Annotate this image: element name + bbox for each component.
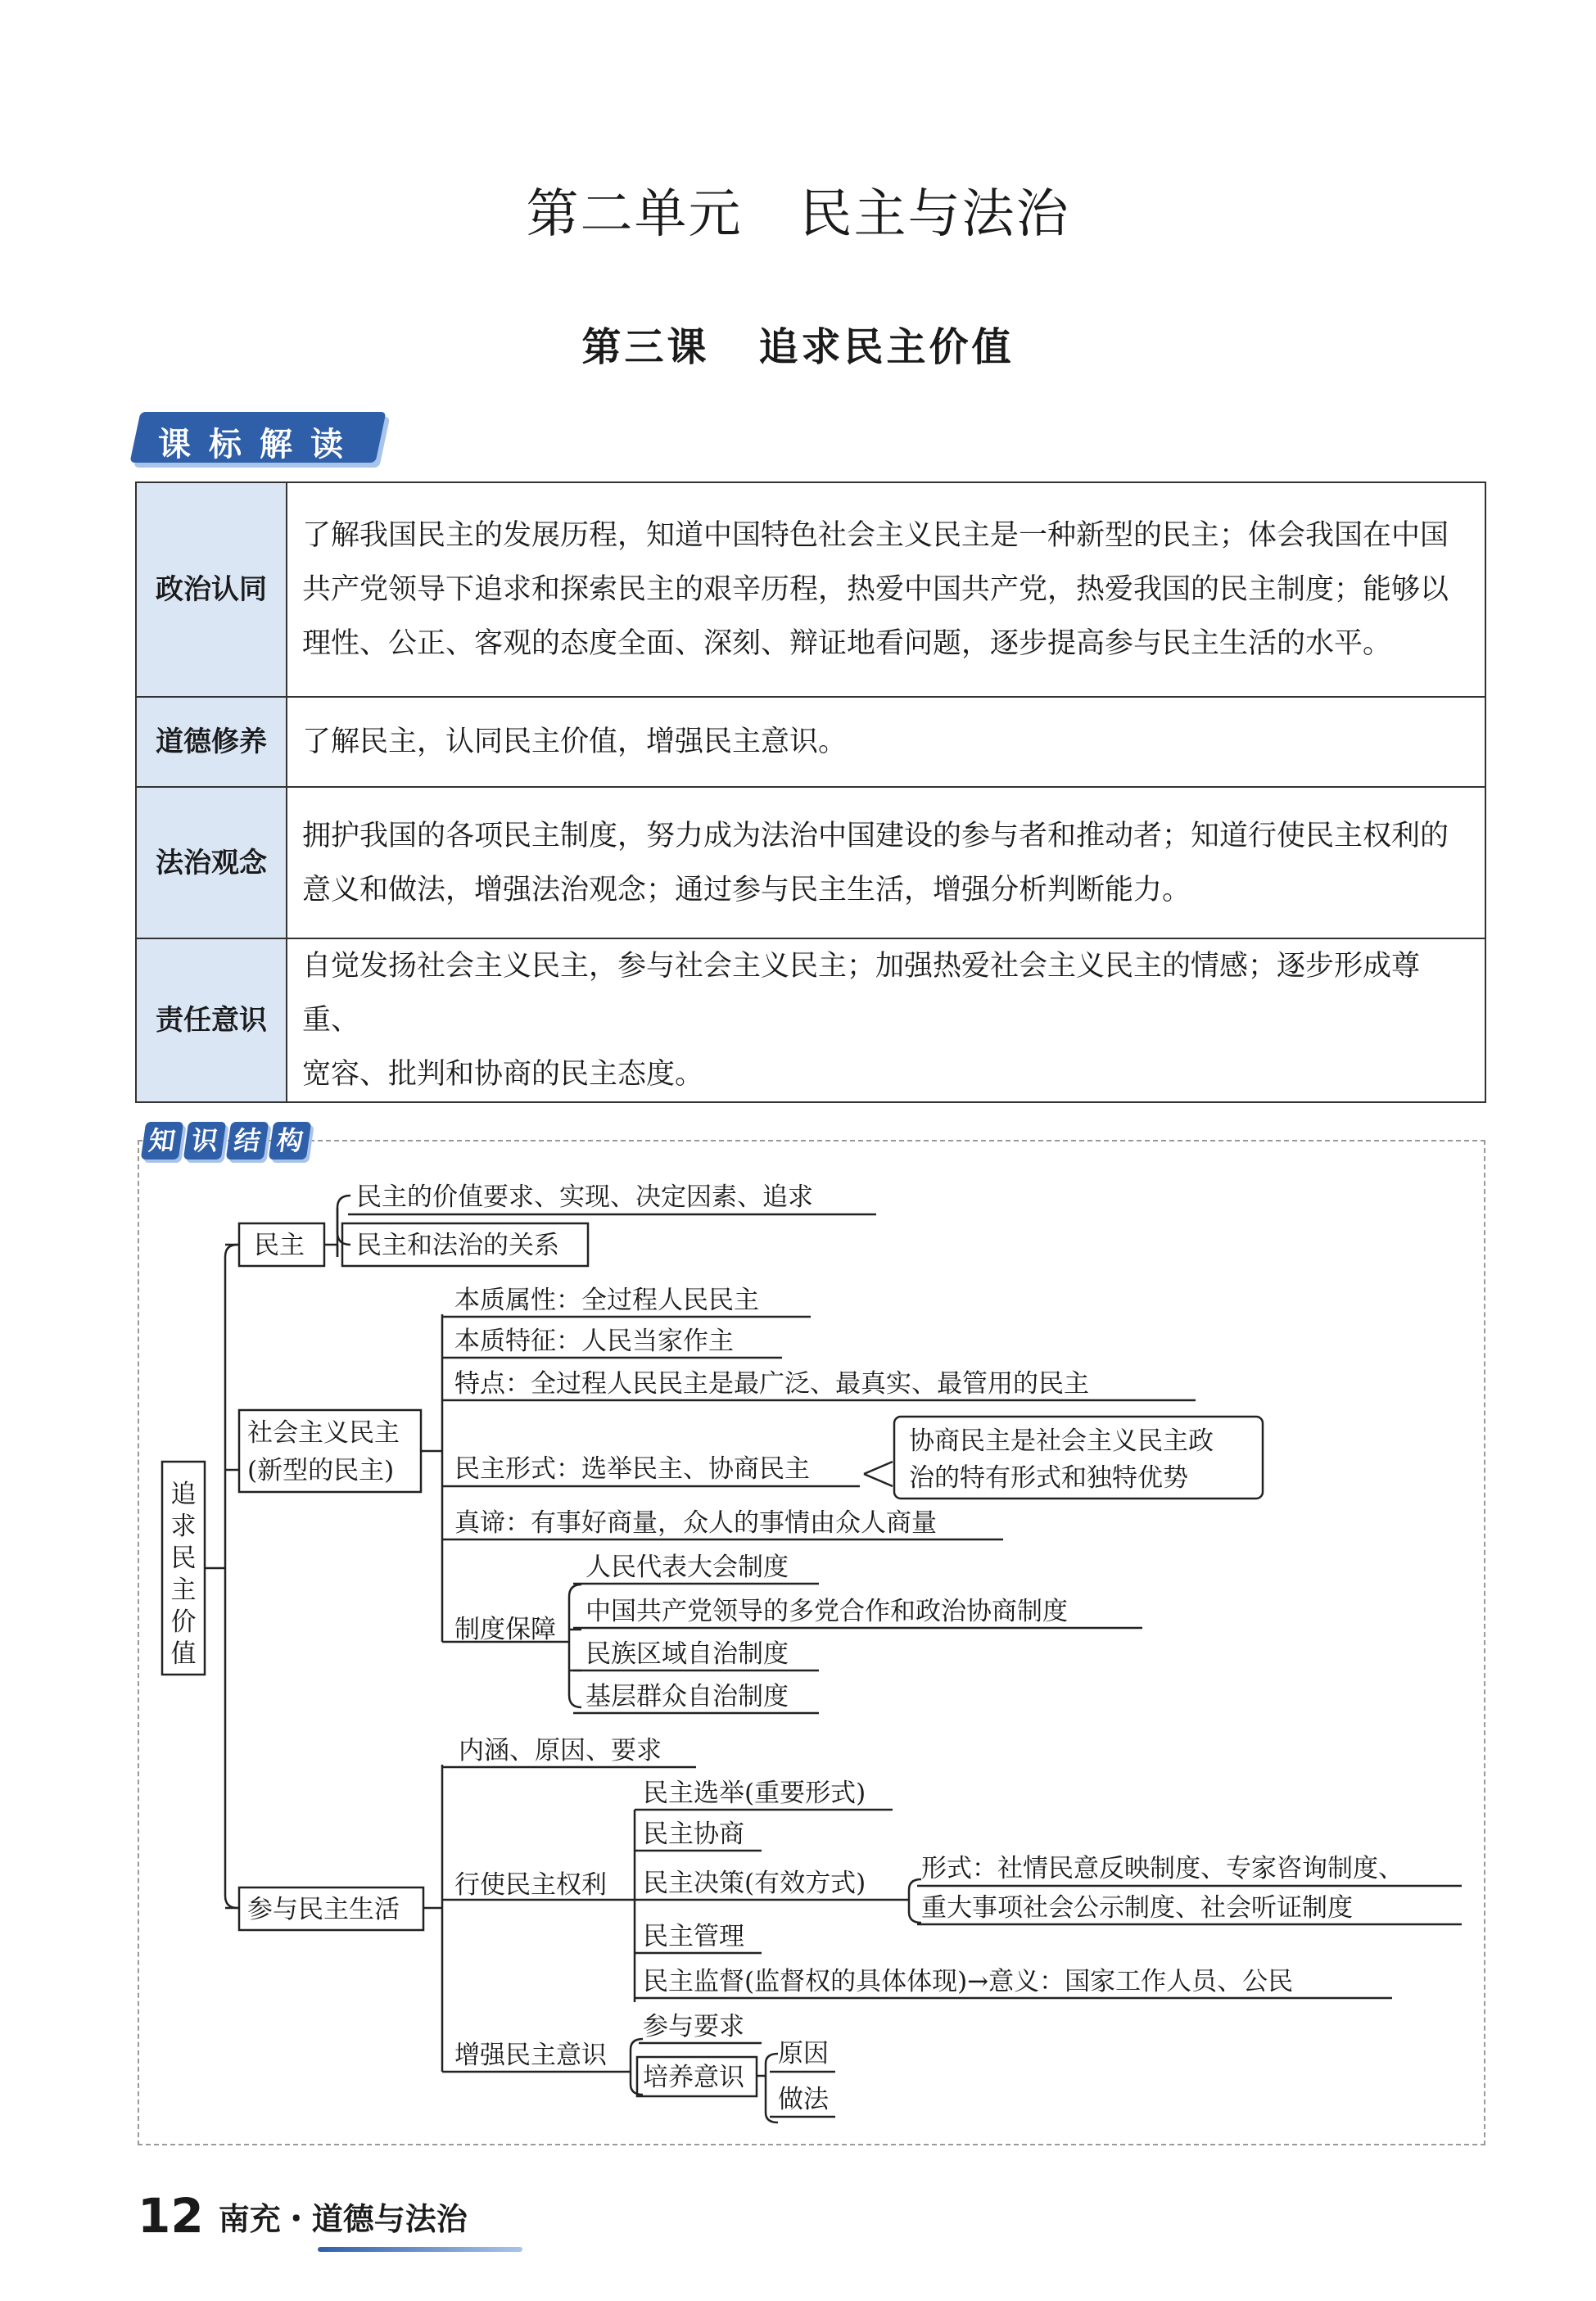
root-char: 价: [170, 1607, 197, 1637]
rights-item: 民主选举(重要形式): [643, 1779, 866, 1808]
text-line: 宽容、批判和协商的民主态度。: [302, 1058, 704, 1091]
footer-underline: [318, 2247, 522, 2252]
system-item: 民族区域自治制度: [586, 1639, 789, 1669]
row-label: 道德修养: [136, 697, 287, 787]
text-line: 意义和做法，增强法治观念；通过参与民主生活，增强分析判断能力。: [302, 873, 1191, 906]
socialist-label-1: 社会主义民主: [247, 1418, 400, 1448]
decision-form-line: 形式：社情民意反映制度、专家咨询制度、: [921, 1854, 1404, 1883]
rights-item: 民主管理: [643, 1922, 744, 1951]
page-number: 12: [138, 2188, 204, 2244]
knowledge-badge-char: 构: [269, 1122, 311, 1160]
curriculum-badge-label: 课标解读: [158, 426, 361, 463]
consult-note-line: 协商民主是社会主义民主政: [909, 1426, 1214, 1456]
cultivate-item: 做法: [778, 2085, 829, 2114]
root-char: 民: [170, 1544, 197, 1573]
socialist-label-2: (新型的民主): [247, 1456, 395, 1485]
minzhu-label: 民主: [254, 1231, 305, 1260]
text-line: 拥护我国的各项民主制度，努力成为法治中国建设的参与者和推动者；知道行使民主权利的: [302, 819, 1449, 852]
main-bracket: [205, 1245, 237, 1908]
text-line: 了解民主，认同民主价值，增强民主意识。: [302, 726, 848, 758]
awareness-item: 培养意识: [643, 2063, 744, 2092]
lesson-number: 第三课: [581, 324, 710, 370]
cultivate-item: 原因: [778, 2039, 829, 2068]
root-char: 追: [170, 1480, 197, 1509]
text-line: 自觉发扬社会主义民主，参与社会主义民主；加强热爱社会主义民主的情感；逐步形成尊重、: [302, 950, 1421, 1037]
text-line: 了解我国民主的发展历程，知道中国特色社会主义民主是一种新型的民主；体会我国在中国: [302, 519, 1449, 552]
root-char: 值: [170, 1639, 197, 1669]
row-label: 法治观念: [136, 787, 287, 938]
knowledge-badge-char: 结: [226, 1122, 269, 1160]
minzhu-item: 民主的价值要求、实现、决定因素、追求: [356, 1182, 813, 1212]
root-char: 主: [170, 1575, 197, 1605]
page-footer: [138, 2188, 468, 2244]
unit-number: 第二单元: [526, 184, 743, 245]
knowledge-badge-char: 识: [183, 1122, 226, 1160]
system-item: 人民代表大会制度: [586, 1553, 789, 1582]
rights-item: 民主协商: [643, 1820, 744, 1849]
minzhu-item: 民主和法治的关系: [356, 1231, 559, 1260]
book-title: 南充・道德与法治: [218, 2200, 468, 2237]
socialist-item: 特点：全过程人民民主是最广泛、最真实、最管用的民主: [454, 1369, 1089, 1399]
consult-note-line: 治的特有形式和独特优势: [909, 1463, 1188, 1493]
system-item: 基层群众自治制度: [586, 1682, 789, 1711]
text-line: 理性、公正、客观的态度全面、深刻、辩证地看问题，逐步提高参与民主生活的水平。: [302, 627, 1392, 660]
system-label: 制度保障: [454, 1615, 556, 1644]
socialist-item: 本质特征：人民当家作主: [454, 1327, 734, 1356]
rights-item: 民主监督(监督权的具体体现)→意义：国家工作人员、公民: [643, 1967, 1294, 1996]
socialist-item: 本质属性：全过程人民民主: [454, 1286, 759, 1315]
rights-label: 行使民主权利: [454, 1870, 607, 1900]
row-label: 责任意识: [136, 938, 287, 1102]
row-label: 政治认同: [136, 482, 287, 697]
lesson-name: 追求民主价值: [758, 324, 1015, 370]
socialist-item: 真谛：有事好商量，众人的事情由众人商量: [454, 1508, 937, 1538]
unit-name: 民主与法治: [799, 184, 1070, 245]
awareness-item: 参与要求: [643, 2012, 744, 2041]
knowledge-badge-char: 知: [141, 1122, 183, 1160]
decision-form-line: 重大事项社会公示制度、社会听证制度: [921, 1893, 1353, 1923]
participate-label: 参与民主生活: [247, 1895, 400, 1924]
participate-top-item: 内涵、原因、要求: [459, 1736, 662, 1765]
text-line: 共产党领导下追求和探索民主的艰辛历程，热爱中国共产党，热爱我国的民主制度；能够以: [302, 573, 1449, 606]
socialist-item: 民主形式：选举民主、协商民主: [454, 1454, 810, 1484]
root-char: 求: [170, 1512, 197, 1541]
awareness-label: 增强民主意识: [454, 2041, 607, 2070]
rights-item: 民主决策(有效方式): [643, 1869, 866, 1898]
system-item: 中国共产党领导的多党合作和政治协商制度: [586, 1597, 1068, 1626]
